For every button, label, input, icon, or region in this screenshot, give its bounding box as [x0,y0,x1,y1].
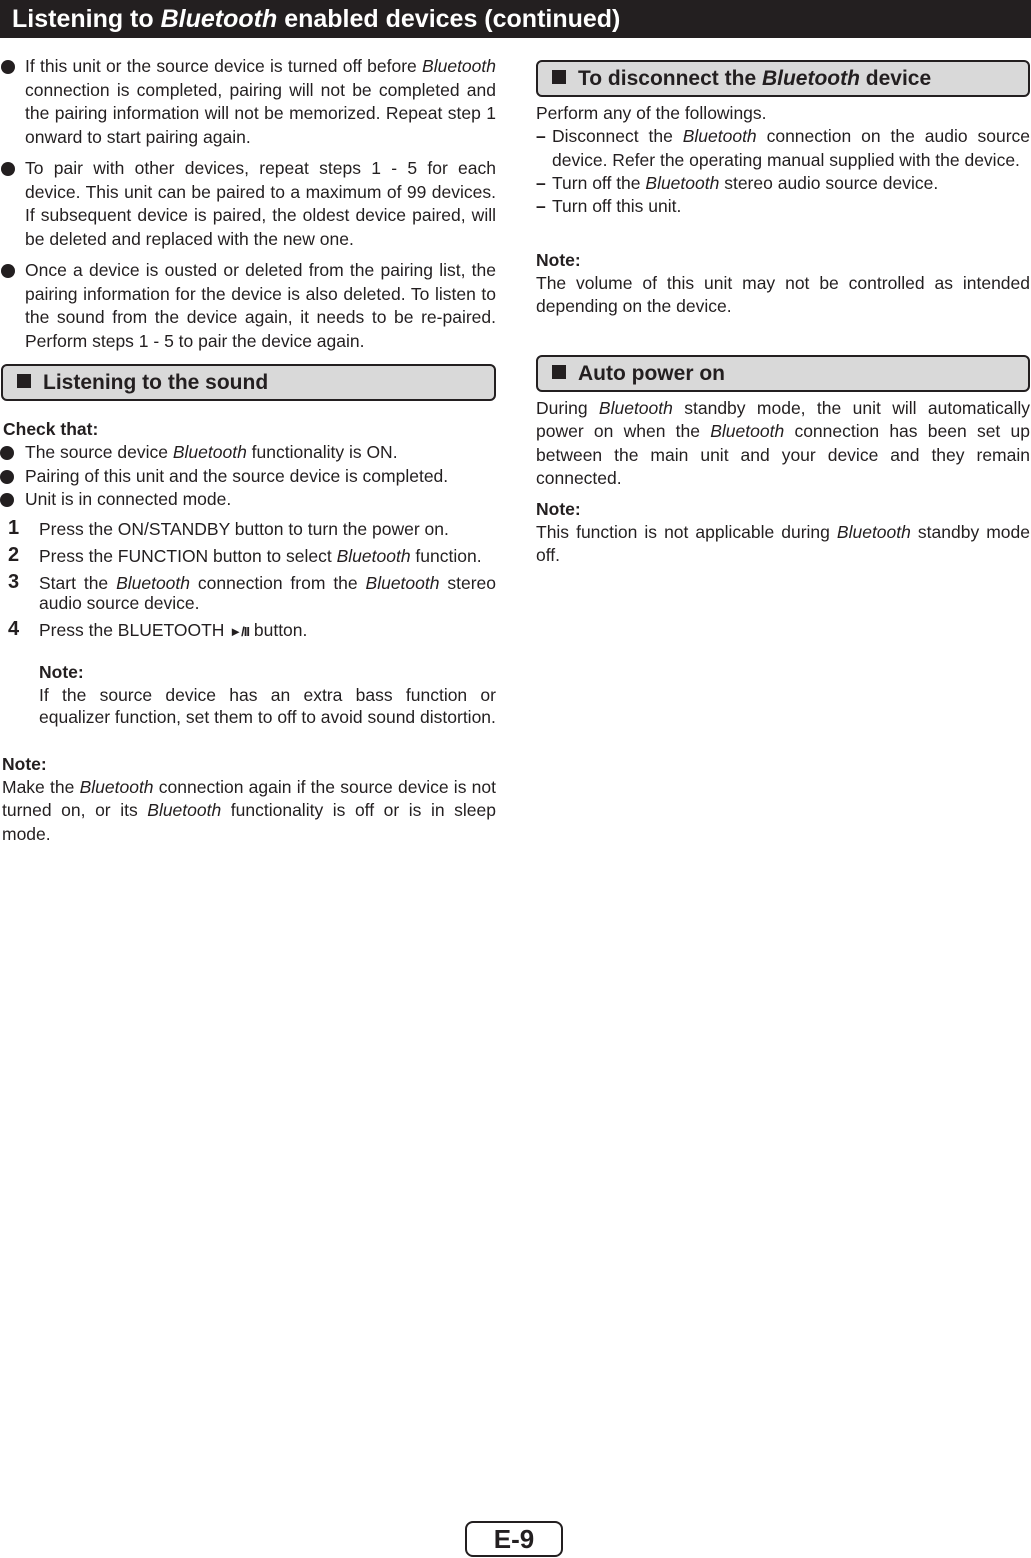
square-bullet-icon [552,365,566,379]
title-text: Listening to [12,5,161,33]
note-text-part: connection again if the source device is not turned on, or its [2,777,496,821]
step-text: Start the [39,573,117,593]
step-text: connection from the [190,573,366,593]
step-number: 1 [8,517,20,539]
dash-text: Turn off the [552,172,646,193]
note-text: If the source device has an extra bass function or equalizer function, set them to off to avoid sound distortion. [39,685,496,727]
auto-italic: Bluetooth [710,421,785,442]
auto-italic: Bluetooth [598,398,673,418]
bullet-icon [1,264,15,278]
note-label: Note: [536,250,581,270]
disconnect-list [536,125,1030,218]
list-item [3,441,496,465]
bullet-text: connection is completed, pairing will not be completed and the pairing information will not be memorized. Repeat step 1 onward to start pairing again. [25,79,496,147]
step-number: 4 [8,618,20,640]
list-item [0,573,496,613]
note-italic: Bluetooth [147,800,222,821]
title-text-end: enabled devices (continued) [277,5,621,33]
intro-bullet-list [0,55,496,353]
list-item [0,546,496,566]
step-number: 3 [8,571,20,593]
dash-text: stereo audio source device. [719,172,939,193]
dash-icon: – [536,126,546,147]
note-text-part: standby mode off. [536,522,1030,566]
square-bullet-icon [17,374,31,388]
page-title [0,0,1031,38]
note-text-part: functionality is off or is in sleep mode. [2,800,496,844]
section-heading-text: Auto power on [578,362,725,385]
section-heading-text: To disconnect the [578,67,762,90]
step-text: button. [249,620,308,640]
bullet-icon [1,162,15,176]
note-text: The volume of this unit may not be controlled as intended depending on the device. [536,273,1030,317]
dash-icon: – [536,172,546,193]
title-italic: Bluetooth [160,5,278,33]
list-item [536,125,1030,172]
dash-italic: Bluetooth [682,126,757,147]
step-italic: Bluetooth [336,546,411,566]
auto-power-text [536,397,1030,490]
play-pause-icon: ►/II [229,624,249,639]
steps-list [0,519,496,642]
auto-text-part: connection has been set up between the main unit and your device and they remain connected. [536,421,1030,488]
auto-power-block [536,397,1030,490]
bullet-text: To pair with other devices, repeat steps 1 - 5 for each device. This unit can be paired to a maximum of 99 devices. If subsequent device is paired, the oldest device paired, will be deleted and replaced with the new one. [25,158,496,249]
check-text: functionality is ON. [246,442,398,462]
step-number: 2 [8,544,20,566]
list-item [536,172,1030,195]
list-item [0,620,496,642]
section-heading-disconnect [536,60,1030,97]
note-label: Note: [536,499,581,519]
right-note-2 [536,498,1030,568]
bullet-text: If this unit or the source device is turned off before [25,56,423,76]
section-heading-auto-power [536,355,1030,392]
dash-text: Disconnect the [552,126,683,147]
dash-italic: Bluetooth [645,172,720,193]
check-text: Pairing of this unit and the source device is completed. [25,465,449,486]
bullet-icon [0,446,14,460]
bullet-icon [0,470,14,484]
page-number: E-9 [465,1521,563,1557]
list-item [0,259,496,353]
auto-text-part: During [536,398,599,418]
list-item [536,195,1030,218]
note-label: Note: [39,662,84,682]
disconnect-block [536,102,1030,218]
step-italic: Bluetooth [116,573,191,593]
bullet-icon [0,493,14,507]
note-text-part: Make the [2,777,80,797]
check-text: The source device [25,442,173,462]
dash-text: Turn off this unit. [552,196,682,217]
list-item [3,465,496,489]
step-text: stereo audio source device. [39,573,497,613]
square-bullet-icon [552,70,566,84]
check-block [3,418,496,512]
note-italic: Bluetooth [836,522,911,542]
check-that-label: Check that: [3,419,99,439]
step-text: Press the BLUETOOTH [39,620,230,640]
list-item [0,157,496,251]
note-text [2,776,496,846]
list-item [0,55,496,149]
step-text: function. [410,546,482,566]
step-text: Press the ON/STANDBY button to turn the power on. [39,519,449,539]
note-text [536,521,1030,568]
list-item [3,488,496,512]
list-item [0,519,496,539]
right-note-1 [536,249,1030,319]
bullet-text: Once a device is ousted or deleted from the pairing list, the pairing information for the device is also deleted. To listen to the sound from the device again, it needs to be re-paired. Perform steps 1 - 5 to pair the device again. [25,260,496,351]
section-heading-listening [1,364,496,401]
dash-icon: – [536,196,546,217]
section-heading-text: device [859,67,932,90]
dash-text: connection on the audio source device. Refer the operating manual supplied with the device. [552,126,1030,170]
bullet-icon [1,60,15,74]
section-heading-text: Listening to the sound [43,371,269,394]
step-text: Press the FUNCTION button to select [39,546,337,566]
check-italic: Bluetooth [172,442,247,462]
check-list [3,441,496,512]
note-italic: Bluetooth [79,777,154,797]
auto-text-part: standby mode, the unit will automatically power on when the [536,398,1030,442]
section-heading-italic: Bluetooth [761,67,860,90]
bullet-italic: Bluetooth [422,56,496,76]
step4-note [39,661,496,728]
left-note [2,753,496,846]
step-italic: Bluetooth [365,573,440,593]
note-label: Note: [2,754,47,774]
perform-text: Perform any of the followings. [536,103,767,123]
check-text: Unit is in connected mode. [25,489,232,509]
note-text-part: This function is not applicable during [536,522,837,542]
